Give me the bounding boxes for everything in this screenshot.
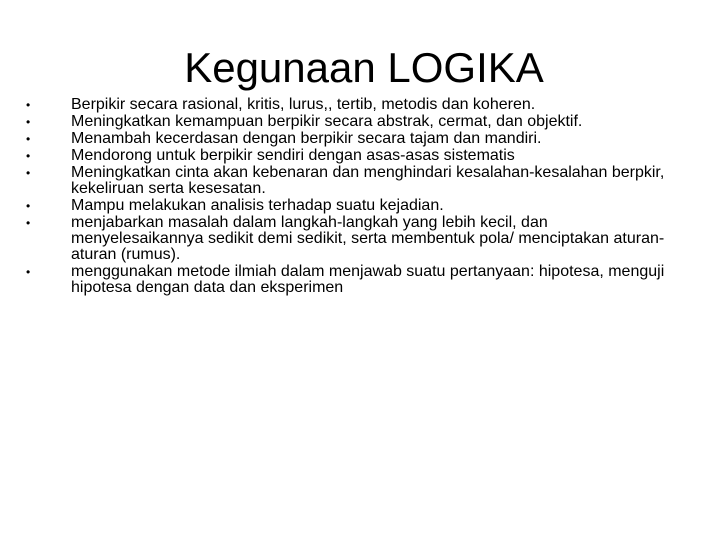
bullet-text: menggunakan metode ilmiah dalam menjawab suatu pertanyaan: hipotesa, menguji hipotesa dengan data dan eksperimen [71, 263, 665, 296]
bullet-icon: • [26, 265, 31, 279]
bullet-text: Menambah kecerdasan dengan berpikir secara tajam dan mandiri. [71, 130, 542, 147]
bullet-item [26, 165, 666, 197]
bullet-icon: • [26, 132, 31, 146]
bullet-icon: • [26, 149, 31, 163]
bullet-text: Berpikir secara rasional, kritis, lurus,, tertib, metodis dan koheren. [71, 96, 536, 113]
bullet-icon: • [26, 115, 31, 129]
bullet-item [26, 198, 666, 214]
bullet-list [26, 97, 666, 297]
bullet-item [26, 114, 666, 130]
bullet-item [26, 215, 666, 263]
slide-title-text: Kegunaan LOGIKA [184, 44, 544, 91]
bullet-icon: • [26, 216, 31, 230]
bullet-item [26, 264, 666, 296]
bullet-text: Mendorong untuk berpikir sendiri dengan asas-asas sistematis [71, 147, 515, 164]
bullet-item [26, 131, 666, 147]
bullet-text: Meningkatkan kemampuan berpikir secara abstrak, cermat, dan objektif. [71, 113, 583, 130]
bullet-icon: • [26, 199, 31, 213]
bullet-item [26, 148, 666, 164]
slide-title [0, 42, 720, 94]
bullet-icon: • [26, 166, 31, 180]
bullet-icon: • [26, 98, 31, 112]
bullet-text: Meningkatkan cinta akan kebenaran dan menghindari kesalahan-kesalahan berpkir, kekeliruan serta kesesatan. [71, 164, 665, 197]
bullet-text: Mampu melakukan analisis terhadap suatu kejadian. [71, 197, 444, 214]
bullet-item [26, 97, 666, 113]
bullet-text: menjabarkan masalah dalam langkah-langkah yang lebih kecil, dan menyelesaikannya sedikit demi sedikit, serta membentuk pola/ menciptakan aturan-aturan (rumus). [71, 214, 665, 263]
